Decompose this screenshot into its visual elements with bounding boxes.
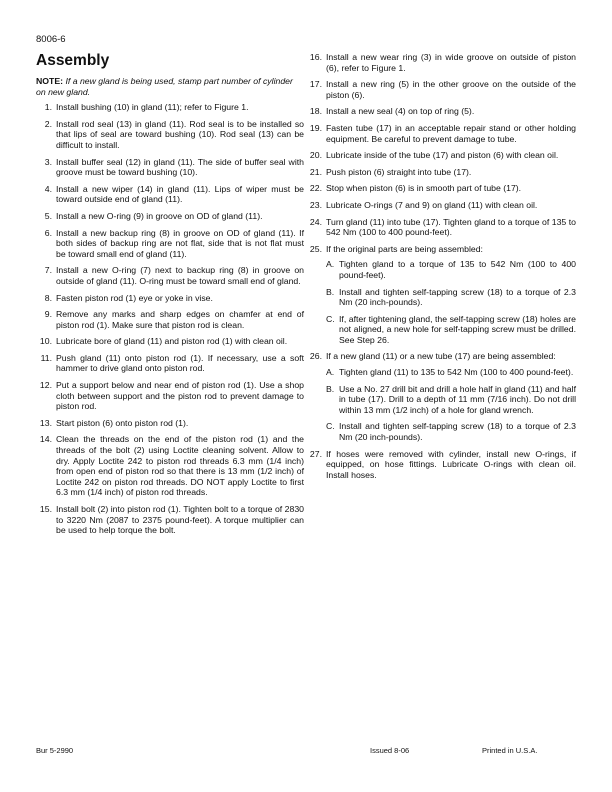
step-item <box>36 309 304 330</box>
step-item <box>306 183 576 194</box>
step-item <box>36 293 304 304</box>
step-number: 7. <box>44 265 52 276</box>
step-item <box>36 211 304 222</box>
substep-text: If, after tightening gland, the self-tapping screw (18) holes are not aligned, a new hole for self-tapping screw must be drilled. See Step 26. <box>339 313 576 345</box>
step-number: 19. <box>309 122 322 133</box>
step-text: Install rod seal (13) in gland (11). Rod seal is to be installed so that lips of seal are toward bushing (10). Rod seal (13) can be difficult to install. <box>56 118 304 150</box>
note-text: If a new gland is being used, stamp part number of cylinder on new gland. <box>36 76 293 97</box>
step-text: Remove any marks and sharp edges on chamfer at end of piston rod (1). Make sure that piston rod is clean. <box>56 309 304 330</box>
step-item <box>306 351 576 442</box>
step-number: 12. <box>39 380 52 391</box>
step-text: Lubricate inside of the tube (17) and piston (6) with clean oil. <box>326 150 559 161</box>
substep-item <box>326 314 576 346</box>
left-column <box>36 52 304 542</box>
step-item <box>36 353 304 374</box>
step-text: If a new gland (11) or a new tube (17) are being assembled: <box>326 351 556 362</box>
step-item <box>36 380 304 412</box>
step-text: Lubricate bore of gland (11) and piston rod (1) with clean oil. <box>56 336 288 347</box>
step-text: Install a new wear ring (3) in wide groove on outside of piston (6), refer to Figure 1. <box>326 52 576 73</box>
substep-item <box>326 367 576 378</box>
step-number: 26. <box>309 351 322 362</box>
substep-text: Tighten gland to a torque of 135 to 542 Nm (100 to 400 pound-feet). <box>339 259 576 280</box>
step-text: Fasten piston rod (1) eye or yoke in vise. <box>56 292 213 303</box>
step-number: 9. <box>44 309 52 320</box>
step-item <box>36 102 304 113</box>
substep-item <box>326 384 576 416</box>
substep-letter: C. <box>326 313 335 324</box>
substep-text: Install and tighten self-tapping screw (18) to a torque of 2.3 Nm (20 inch-pounds). <box>339 421 576 443</box>
step-number: 16. <box>309 52 322 62</box>
document-number: 8006-6 <box>36 34 66 45</box>
step-number: 13. <box>39 417 52 428</box>
step-number: 25. <box>309 243 322 254</box>
step-item <box>306 449 576 481</box>
step-text: Turn gland (11) into tube (17). Tighten gland to a torque of 135 to 542 Nm (100 to 400 pound-feet). <box>326 216 576 238</box>
step-item <box>306 200 576 211</box>
step-number: 23. <box>309 199 322 210</box>
steps-list-left <box>36 102 304 536</box>
step-number: 1. <box>44 102 52 113</box>
step-number: 5. <box>44 210 52 221</box>
step-text: Install a new O-ring (9) in groove on OD of gland (11). <box>56 210 263 221</box>
step-text: Install buffer seal (12) in gland (11). The side of buffer seal with groove must be toward bushing (10). <box>56 156 304 178</box>
step-number: 17. <box>309 79 322 90</box>
step-item <box>306 123 576 144</box>
substep-item <box>326 287 576 308</box>
step-text: Clean the threads on the end of the piston rod (1) and the threads of the bolt (2) using Loctite cleaning solvent. Allow to dry. Apply Loctite 242 to piston rod threads 6.3 mm (1/4 inch) from open end of piston rod so that there is 13 mm (1/2 inch) of Loctite 242 on piston rod threads. DO NOT apply Loctite to first 6.3 mm (1/4 inch) of piston rod threads. <box>56 434 304 498</box>
substep-text: Use a No. 27 drill bit and drill a hole half in gland (11) and half in tube (17). Drill to a depth of 11 mm (7/16 inch). Do not drill within 13 mm (1/2 inch) of a hole for gland wrench. <box>339 383 576 415</box>
step-item <box>36 119 304 151</box>
step-number: 4. <box>44 183 52 194</box>
substep-text: Install and tighten self-tapping screw (18) to a torque of 2.3 Nm (20 inch-pounds). <box>339 286 576 308</box>
step-number: 2. <box>44 118 52 129</box>
step-text: Install a new seal (4) on top of ring (5). <box>326 106 475 117</box>
footer-center: Issued 8-06 <box>370 746 410 755</box>
step-item <box>36 434 304 498</box>
step-item <box>306 244 576 346</box>
step-item <box>36 336 304 347</box>
step-item <box>306 217 576 238</box>
substep-list <box>326 367 576 443</box>
step-number: 18. <box>309 106 322 117</box>
step-text: Fasten tube (17) in an acceptable repair stand or other holding equipment. Be careful to prevent damage to tube. <box>326 122 576 144</box>
step-item <box>306 150 576 161</box>
step-number: 10. <box>39 336 52 347</box>
step-number: 20. <box>309 150 322 161</box>
step-item <box>36 228 304 260</box>
step-item <box>36 418 304 429</box>
step-number: 27. <box>309 448 322 459</box>
step-text: Stop when piston (6) is in smooth part of tube (17). <box>326 183 522 194</box>
substep-item <box>326 259 576 280</box>
substep-text: Tighten gland (11) to 135 to 542 Nm (100 to 400 pound-feet). <box>339 367 574 378</box>
substep-letter: B. <box>326 286 335 297</box>
step-number: 15. <box>39 504 52 514</box>
note-label: NOTE: <box>36 76 64 86</box>
footer-left: Bur 5-2990 <box>36 746 74 755</box>
step-number: 3. <box>44 156 52 167</box>
step-text: Start piston (6) onto piston rod (1). <box>56 417 189 428</box>
step-number: 8. <box>44 292 52 303</box>
step-number: 21. <box>309 166 322 177</box>
step-text: Put a support below and near end of piston rod (1). Use a shop cloth between support and the piston rod to prevent damage to piston rod. <box>56 380 304 412</box>
step-text: Push piston (6) straight into tube (17). <box>326 166 472 177</box>
step-text: Install a new wiper (14) in gland (11). Lips of wiper must be toward outside end of gland (11). <box>56 183 304 205</box>
step-text: Install a new ring (5) in the other groove on the outside of the piston (6). <box>326 79 576 100</box>
step-item <box>36 265 304 286</box>
step-number: 14. <box>39 434 52 445</box>
right-column <box>306 52 576 486</box>
step-item <box>36 504 304 536</box>
step-text: If the original parts are being assembled: <box>326 243 483 254</box>
steps-list-right <box>306 52 576 480</box>
footer-right: Printed in U.S.A. <box>482 746 538 755</box>
substep-letter: A. <box>326 367 335 378</box>
step-text: Push gland (11) onto piston rod (1). If necessary, use a soft hammer to drive gland onto piston rod. <box>56 352 304 374</box>
step-text: Lubricate O-rings (7 and 9) on gland (11) with clean oil. <box>326 199 538 210</box>
substep-list <box>326 259 576 345</box>
step-item <box>306 167 576 178</box>
substep-letter: B. <box>326 383 335 394</box>
step-item <box>36 157 304 178</box>
step-item <box>306 52 576 73</box>
substep-item <box>326 421 576 442</box>
step-number: 11. <box>40 352 52 363</box>
step-text: Install bolt (2) into piston rod (1). Tighten bolt to a torque of 2830 to 3220 Nm (2087 to 2375 pound-feet). A torque multiplier can be used to help torque the bolt. <box>56 504 304 536</box>
step-text: If hoses were removed with cylinder, install new O-rings, if equipped, on hose fittings. Lubricate O-rings with clean oil. Install hoses. <box>326 448 576 480</box>
substep-letter: A. <box>326 259 335 270</box>
step-text: Install bushing (10) in gland (11); refer to Figure 1. <box>56 102 249 113</box>
step-number: 24. <box>309 216 322 227</box>
step-number: 6. <box>44 227 52 238</box>
substep-letter: C. <box>326 421 335 432</box>
step-item <box>36 184 304 205</box>
section-title: Assembly <box>36 52 110 69</box>
note <box>36 76 304 97</box>
step-item <box>306 106 576 117</box>
step-text: Install a new O-ring (7) next to backup ring (8) in groove on outside of gland (11). O-ring must be toward small end of gland. <box>56 265 304 286</box>
step-item <box>306 79 576 100</box>
step-number: 22. <box>309 183 322 194</box>
step-text: Install a new backup ring (8) in groove on OD of gland (11). If both sides of backup ring are not flat, side that is not flat must be toward small end of gland (11). <box>56 227 304 259</box>
